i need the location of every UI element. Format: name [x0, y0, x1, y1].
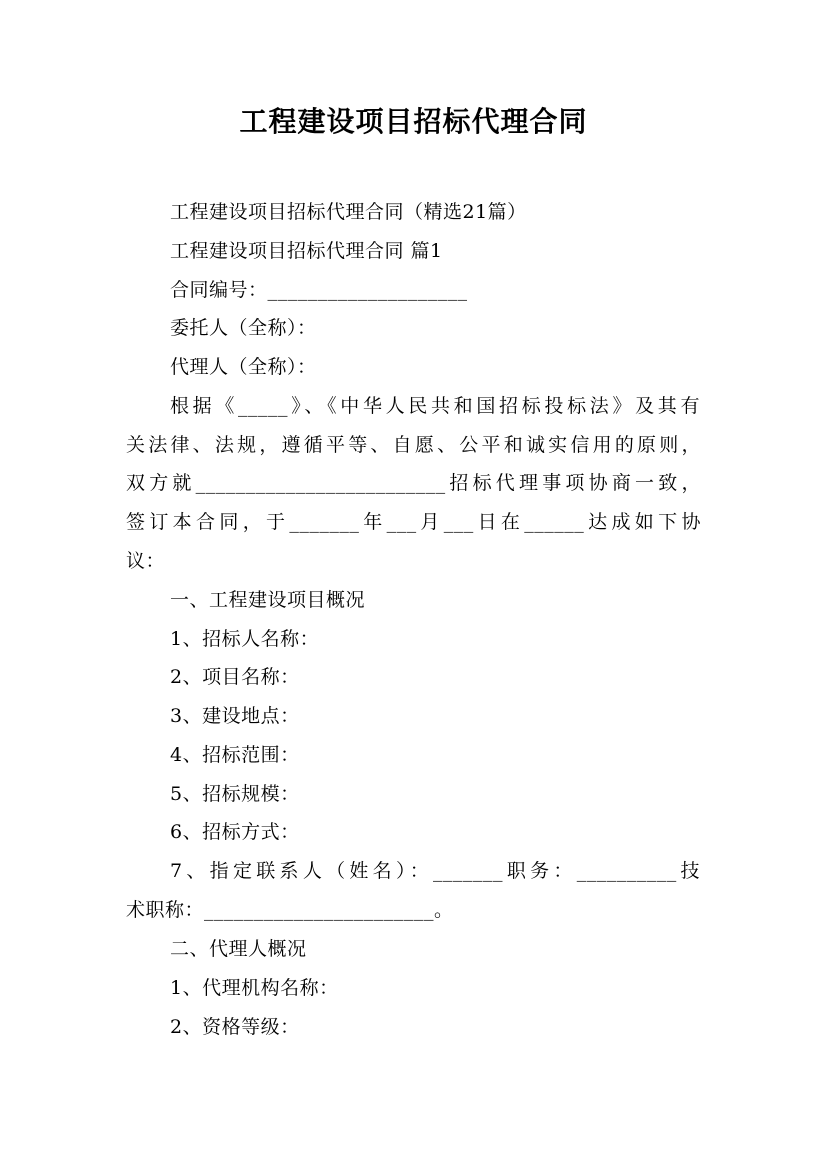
list-item: 3、建设地点： [170, 705, 300, 727]
list-item: 6、招标方式： [170, 821, 300, 843]
paragraph-line: 签订本合同，于_______年___月___日在______达成如下协 [126, 511, 701, 533]
principal-line: 委托人（全称）： [170, 317, 317, 339]
list-item: 5、招标规模： [170, 783, 300, 805]
document-title: 工程建设项目招标代理合同 [239, 105, 588, 138]
section-heading-line: 工程建设项目招标代理合同 篇1 [170, 240, 443, 262]
list-item: 2、资格等级： [170, 1016, 300, 1038]
list-item: 2、项目名称： [170, 666, 300, 688]
section-heading-line: 一、工程建设项目概况 [170, 589, 366, 611]
subtitle-line: 工程建设项目招标代理合同（精选21篇） [170, 201, 527, 223]
section-heading-line: 二、代理人概况 [170, 938, 307, 960]
list-item: 4、招标范围： [170, 744, 300, 766]
list-item: 7、指定联系人（姓名）：_______职务：__________技 [170, 860, 700, 882]
agent-line: 代理人（全称）： [170, 356, 317, 378]
list-item: 术职称：_______________________。 [126, 899, 454, 921]
paragraph-line: 根据《_____》、《中华人民共和国招标投标法》及其有 [170, 395, 700, 417]
contract-number-line: 合同编号：____________________ [170, 279, 468, 301]
paragraph-line: 关法律、法规，遵循平等、自愿、公平和诚实信用的原则， [126, 434, 701, 456]
list-item: 1、招标人名称： [170, 628, 320, 650]
list-item: 1、代理机构名称： [170, 977, 339, 999]
paragraph-line: 议： [126, 550, 166, 572]
paragraph-line: 双方就_________________________招标代理事项协商一致， [126, 472, 701, 494]
